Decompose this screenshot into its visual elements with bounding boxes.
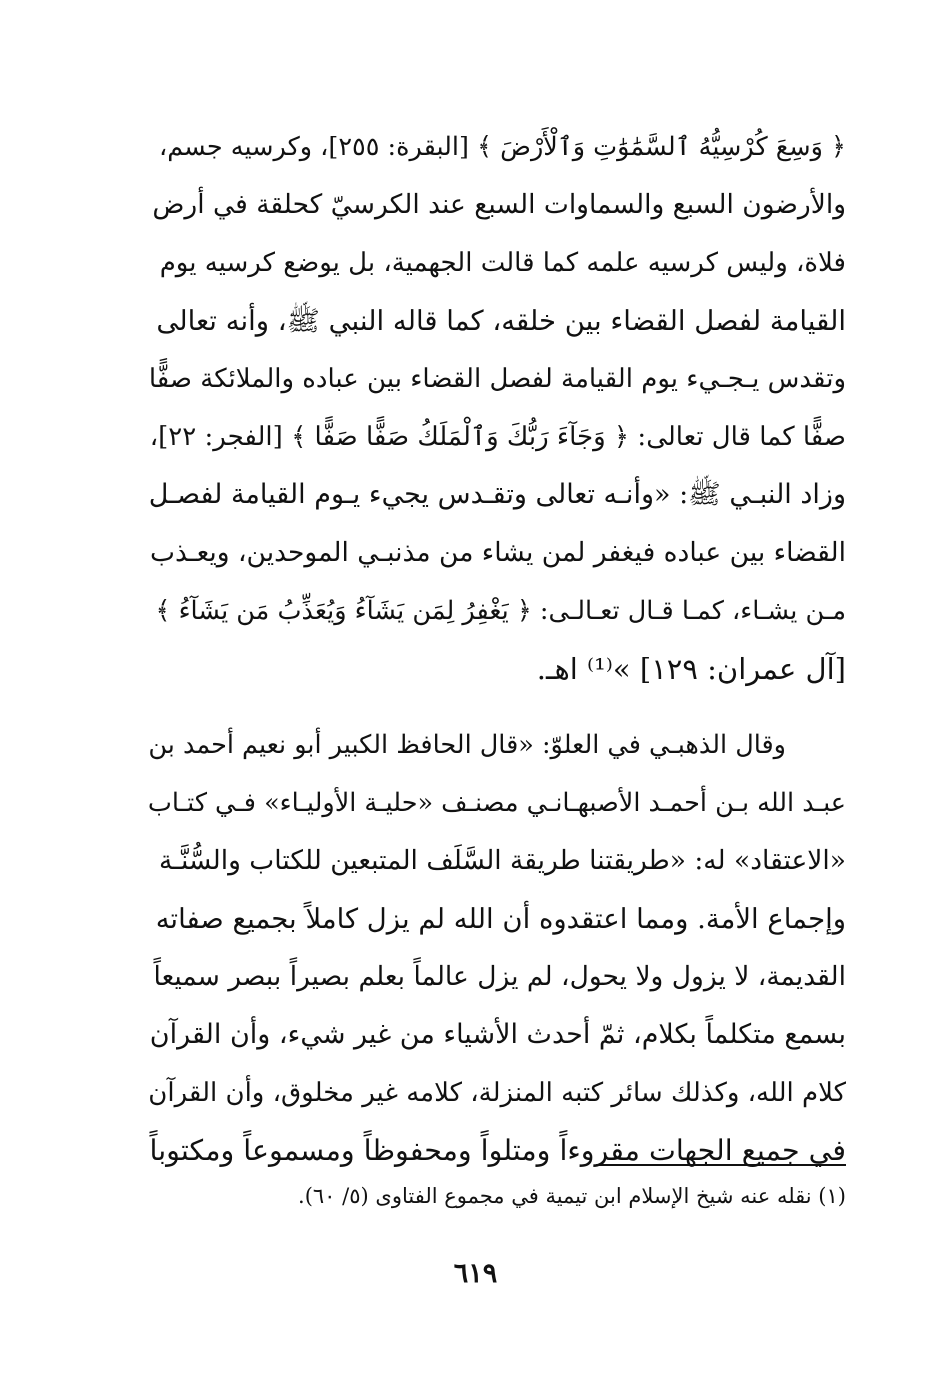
text-line: بسمع متكلماً بكلام، ثمّ أحدث الأشياء من غير شيء، وأن القرآن: [149, 1019, 846, 1050]
text-line: فلاة، وليس كرسيه علمه كما قالت الجهمية، بل يوضع كرسيه يوم: [159, 248, 846, 278]
text-line: وزاد النبـي ﷺ: «وأنـه تعالى وتقـدس يجيء يـوم القيامة لفصـل: [148, 479, 846, 510]
text-line: القيامة لفصل القضاء بين خلقه، كما قاله النبي ﷺ، وأنه تعالى: [156, 305, 846, 337]
text-line: صفًّا كما قال تعالى: ﴿ وَجَآءَ رَبُّكَ وَٱلْمَلَكُ صَفًّا صَفًّا ﴾ [الفجر: ٢٢]،: [149, 422, 846, 452]
text-line: وتقدس يـجـيء يوم القيامة لفصل القضاء بين عباده والملائكة صفًّا: [148, 364, 846, 394]
text-line: والأرضون السبع والسماوات السبع عند الكرسيّ كحلقة في أرض: [152, 189, 846, 220]
text-line: وإجماع الأمة. ومما اعتقدوه أن الله لم يزل كاملاً بجميع صفاته: [155, 903, 846, 935]
text-line: [آل عمران: ١٢٩] »⁽¹⁾ اهـ.: [536, 652, 846, 686]
paragraph-2: [148, 716, 846, 1180]
text-line: مـن يشـاء، كمـا قـال تعـالـى: ﴿ يَغْفِرُ لِمَن يَشَآءُ وَيُعَذِّبُ مَن يَشَآءُ ﴾: [155, 596, 846, 626]
text-line: ﴿ وَسِعَ كُرْسِيُّهُ ٱلسَّمَٰوَٰتِ وَٱلْأَرْضَ ﴾ [البقرة: ٢٥٥]، وكرسيه جسم،: [158, 132, 846, 162]
text-line: القضاء بين عباده فيغفر لمن يشاء من مذنبـي الموحدين، ويعـذب: [150, 537, 846, 568]
footnote: (١) نقله عنه شيخ الإسلام ابن تيمية في مجموع الفتاوى (٥/ ٦٠).: [298, 1184, 846, 1208]
text-line: في جميع الجهات مقروءاً ومتلواً ومحفوظاً ومسموعاً ومكتوباً: [149, 1134, 846, 1167]
page-number: ٦١٩: [453, 1258, 498, 1289]
text-line: كلام الله، وكذلك سائر كتبه المنزلة، كلامه غير مخلوق، وأن القرآن: [148, 1078, 846, 1108]
text-line: «الاعتقاد» له: «طريقتنا طريقة السَّلَف المتبعين للكتاب والسُّنَّـة: [159, 845, 846, 876]
footnote-divider: [596, 1164, 846, 1166]
text-line: وقال الذهبـي في العلوّ: «قال الحافظ الكبير أبو نعيم أحمد بن: [148, 730, 786, 760]
text-line: عبـد الله بـن أحمـد الأصبهـانـي مصنـف «حليـة الأوليـاء» فـي كتـاب: [148, 788, 846, 818]
text-line: القديمة، لا يزول ولا يحول، لم يزل عالماً بعلم بصيراً ببصر سميعاً: [153, 961, 846, 992]
paragraph-1: [148, 118, 846, 698]
